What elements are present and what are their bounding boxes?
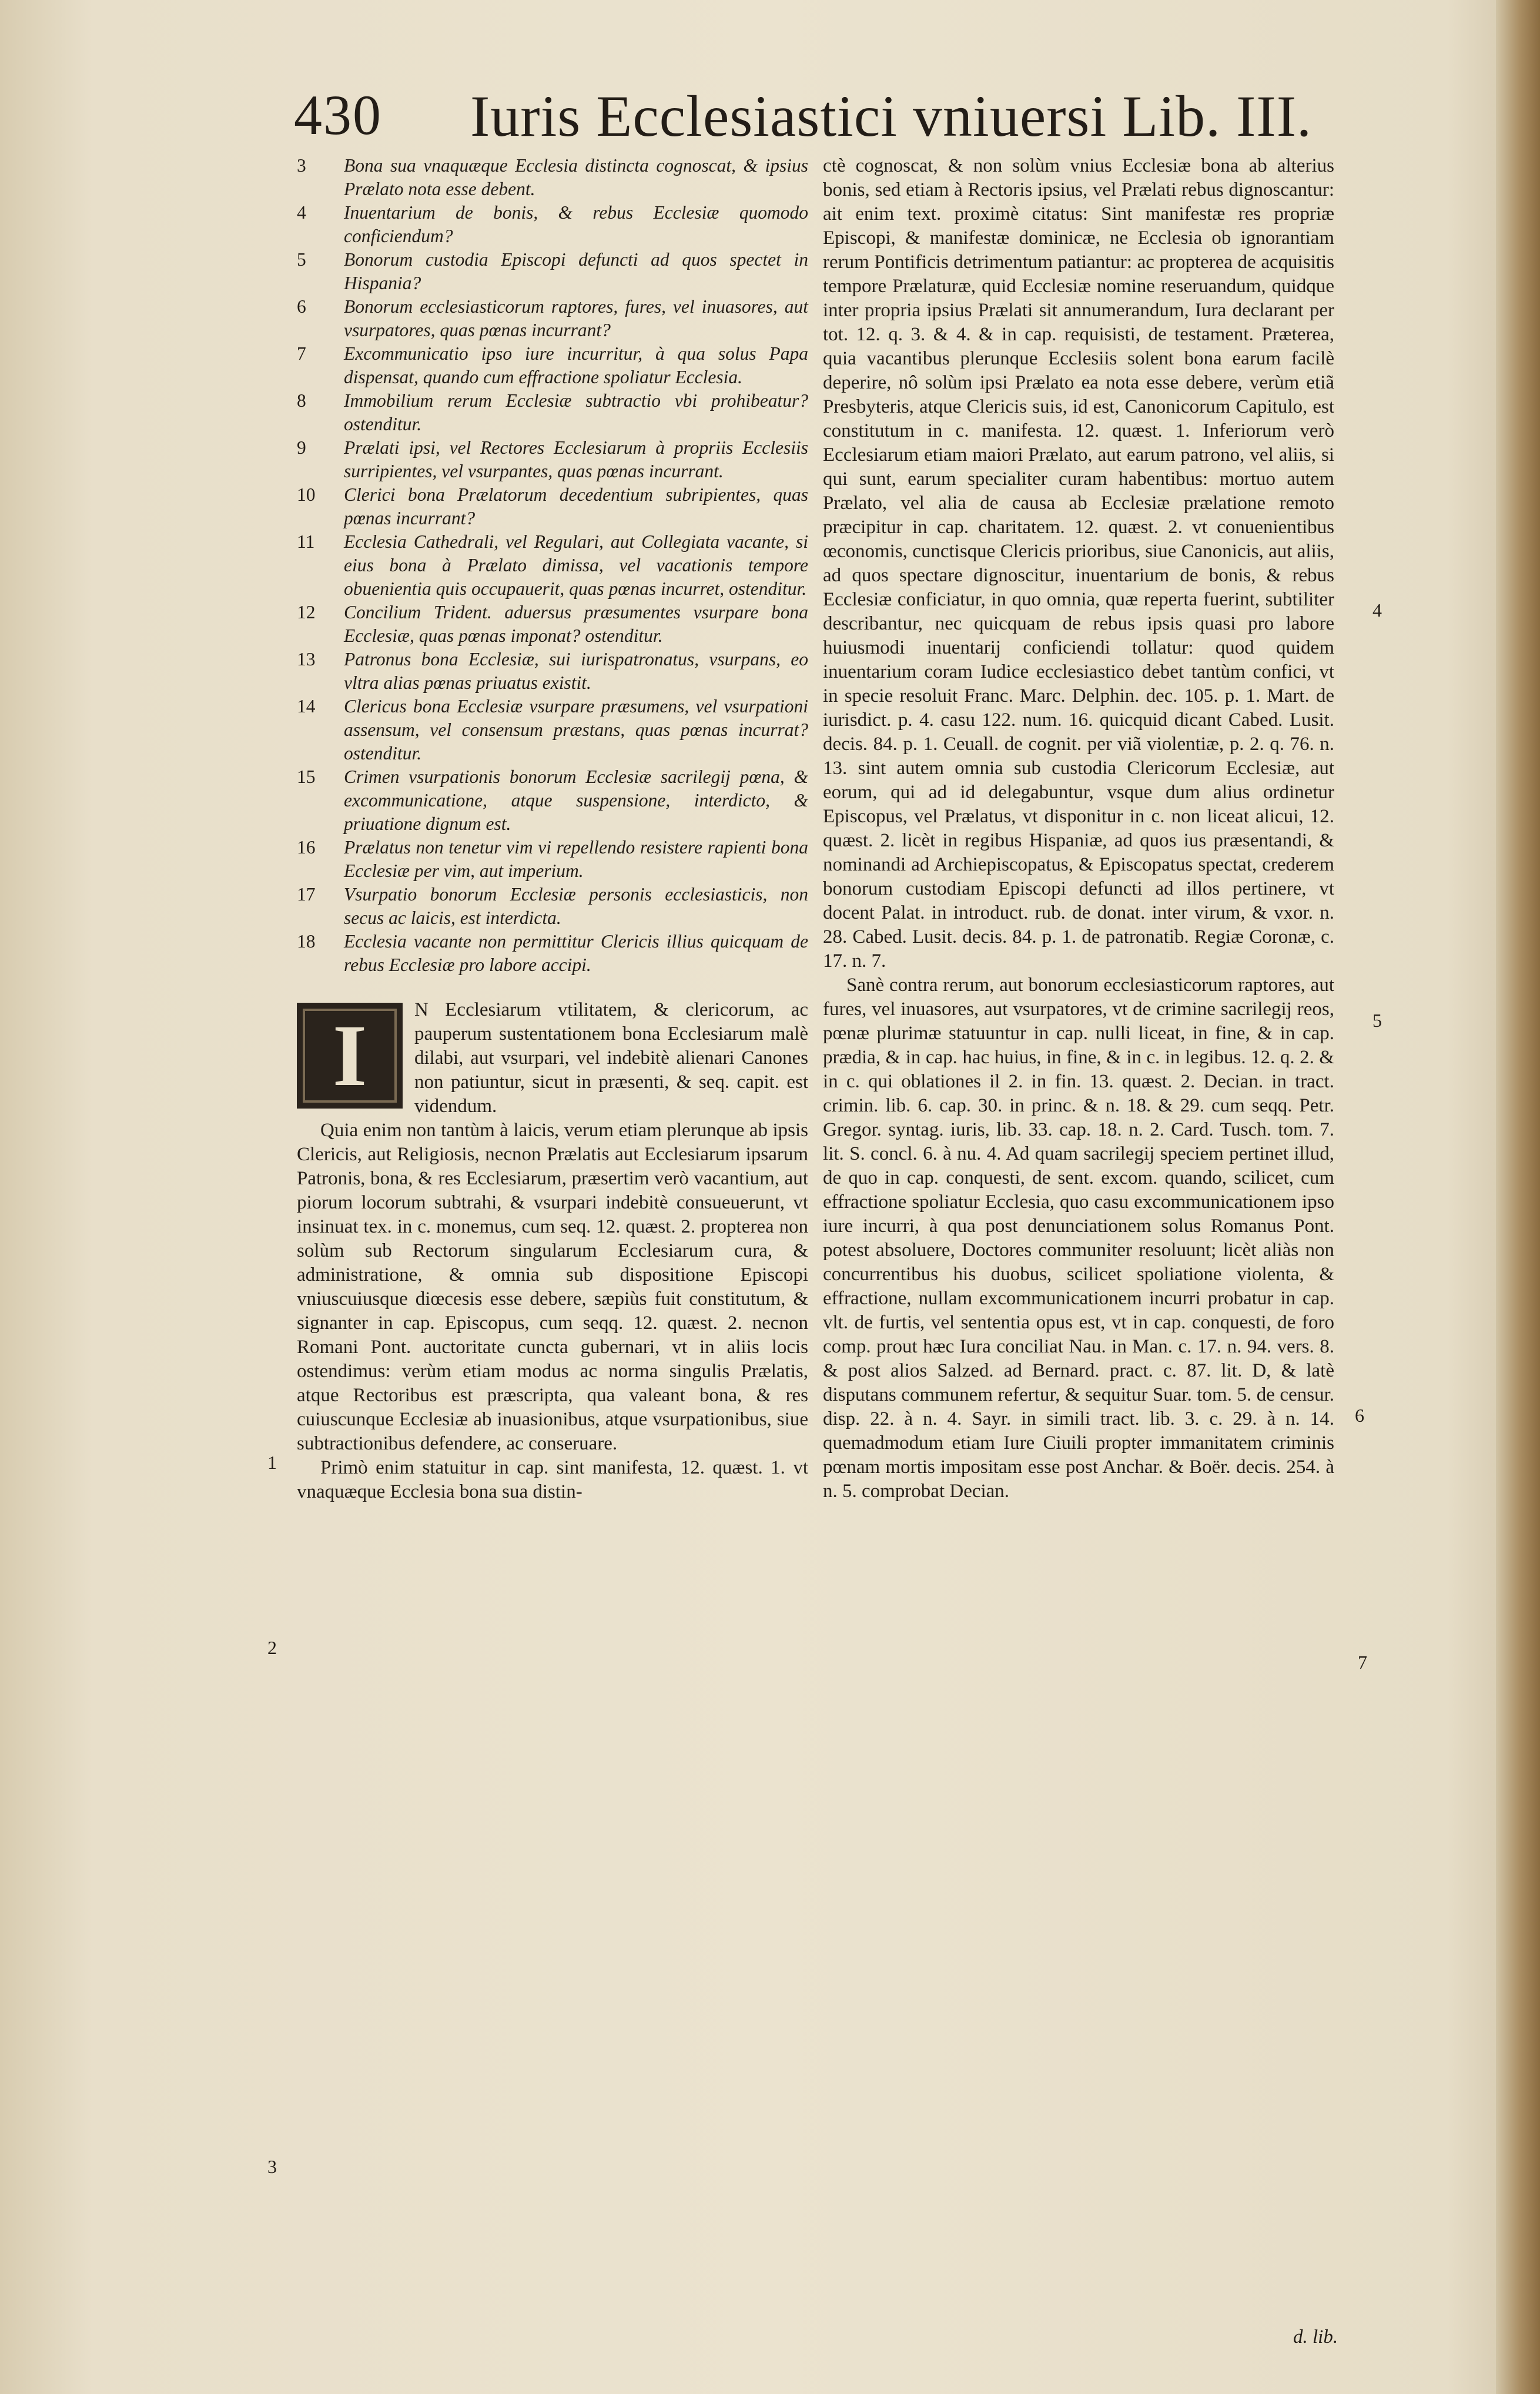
summary-text: Inuentarium de bonis, & rebus Ecclesiæ quomodo conficiendum? xyxy=(344,202,808,246)
summary-number: 11 xyxy=(297,531,315,552)
page-number: 430 xyxy=(294,83,382,146)
summary-item xyxy=(297,883,808,930)
margin-number: 1 xyxy=(267,1452,277,1473)
catchword: d. lib. xyxy=(1293,2326,1338,2348)
summary-number: 16 xyxy=(297,837,316,858)
summary-text: Excommunicatio ipso iure incurritur, à qua solus Papa dispensat, quando cum effractione spoliatur Ecclesia. xyxy=(344,343,808,387)
summary-number: 10 xyxy=(297,484,316,505)
summary-text: Concilium Trident. aduersus præsumentes vsurpare bona Ecclesiæ, quas pœnas imponat? ostenditur. xyxy=(344,602,808,646)
left-column xyxy=(297,154,808,1504)
summary-number: 14 xyxy=(297,696,316,716)
margin-number: 5 xyxy=(1372,1010,1382,1031)
body-paragraph: Quia enim non tantùm à laicis, verum etiam plerunque ab ipsis Clericis, aut Religiosis, necnon Prælatis aut Ecclesiarum ipsarum Patronis, bona, & res Ecclesiarum, præsertim verò vacantium, aut piorum locorum subtrahi, & vsurpari indebitè consueuerunt, vt insinuat tex. in c. monemus, cum seq. 12. quæst. 2. propterea non solùm sub Rectorum singularum Ecclesiarum cura, & administratione, & omnia sub dispositione Episcopi vniuscuiusque diœcesis esse debere, sæpiùs fuit constitutum, & signanter in cap. Episcopus, cum seqq. 12. quæst. 2. necnon Romani Pont. auctoritate cuncta gubernari, vt in aliis locis ostendimus: verùm etiam modus ac norma singulis Prælatis, atque Rectoribus est præscripta, qua valeant bona, & res cuiuscunque Ecclesiæ ab inuasionibus, atque vsurpationibus, siue subtractionibus defendere, ac conseruare. xyxy=(297,1120,808,1454)
summary-text: Ecclesia Cathedrali, vel Regulari, aut Collegiata vacante, si eius bona à Prælato dimissa, vel vacationis tempore obuenientia quis occupauerit, quas pœnas incurret, ostenditur. xyxy=(344,531,808,599)
summary-number: 3 xyxy=(297,155,306,176)
book-spine-shadow xyxy=(1496,0,1540,2394)
summary-number: 5 xyxy=(297,249,306,270)
summary-item xyxy=(297,695,808,765)
paragraph-text: N Ecclesiarum vtilitatem, & clericorum, ac pauperum sustentationem bona Ecclesiarum malè dilabi, aut vsurpari, vel indebitè alienari Canones non patiuntur, sicut in præsenti, & seq. capit. est videndum. xyxy=(414,999,808,1117)
summary-item xyxy=(297,248,808,295)
summary-text: Patronus bona Ecclesiæ, sui iurispatronatus, vsurpans, eo vltra alias pœnas priuatus existit. xyxy=(344,649,808,693)
summary-item xyxy=(297,154,808,201)
summary-text: Clericus bona Ecclesiæ vsurpare præsumens, vel vsurpationi assensum, vel consensum præstans, quas pœnas incurrat? ostenditur. xyxy=(344,696,808,764)
summary-number: 15 xyxy=(297,766,316,787)
margin-number: 4 xyxy=(1372,600,1382,621)
summary-text: Bonorum ecclesiasticorum raptores, fures, vel inuasores, aut vsurpatores, quas pœnas incurrant? xyxy=(344,296,808,340)
summary-text: Bonorum custodia Episcopi defuncti ad quos spectet in Hispania? xyxy=(344,249,808,293)
body-paragraph xyxy=(297,998,808,1119)
summary-number: 4 xyxy=(297,202,306,223)
summary-item xyxy=(297,930,808,977)
margin-number: 3 xyxy=(267,2156,277,2177)
summary-number: 6 xyxy=(297,296,306,317)
summary-number: 18 xyxy=(297,931,316,952)
section-gap xyxy=(297,977,808,998)
summary-text: Prælatus non tenetur vim vi repellendo resistere rapienti bona Ecclesiæ per vim, aut imperium. xyxy=(344,837,808,881)
summary-text: Crimen vsurpationis bonorum Ecclesiæ sacrilegij pœna, & excommunicatione, atque suspensione, interdicto, & priuatione dignum est. xyxy=(344,766,808,834)
summary-text: Bona sua vnaquæque Ecclesia distincta cognoscat, & ipsius Prælato nota esse debent. xyxy=(344,155,808,199)
summary-item xyxy=(297,342,808,389)
summary-item xyxy=(297,530,808,601)
body-paragraph: ctè cognoscat, & non solùm vnius Ecclesiæ bona ab alterius bonis, sed etiam à Rectoris ipsius, vel Prælati rebus dignoscantur: ait enim text. proximè citatus: Sint manifestæ res propriæ Episcopi, & manifestæ dominicæ, ne Ecclesia ob ignorantiam rerum Pontificis detrimentum patiantur: ac propterea de acquisitis tempore Prælaturæ, quid Ecclesiæ nomine reseruandum, quidque inter propria ipsius Prælati sit annumerandum, Iura declarant per tot. 12. q. 3. & 4. & in cap. requisisti, de testament. Præterea, quia vacantibus plerunque Ecclesiis solent bona earum facilè deperire, nô solùm ipsi Prælato ea nota esse debere, verùm etiã Presbyteris, atque Clericis suis, id est, Canonicorum Capitulo, est constitutum in c. manifesta. 12. quæst. 1. Inferiorum verò Ecclesiarum etiam maiori Prælato, aut earum patrono, vel aliis, si qui sunt, earum specialiter curam habentibus: mortuo autem Prælato, vel alia de causa ab Ecclesiæ prælatione remoto præcipitur in cap. charitatem. 12. quæst. 2. vt conuenientibus œconomis, cunctisque Clericis prioribus, siue Canonicis, aut aliis, ad quos spectare dignoscitur, inuentarium de bonis, & rebus Ecclesiæ conficiatur, in quo omnia, quæ reperta fuerint, subtiliter describantur, nec quicquam de rebus ipsis quasi pro labore huiusmodi inuentarij conficiendi tollatur: quod quidem inuentarium coram Iudice ecclesiastico debet tantùm confici, vt in specie resoluit Franc. Marc. Delphin. dec. 105. p. 1. Mart. de iurisdict. p. 4. casu 122. num. 16. quicquid dicant Cabed. Lusit. decis. 84. p. 1. Ceuall. de cognit. per viã violentiæ, p. 2. q. 76. n. 13. sint autem omnia sub custodia Clericorum Ecclesiæ, aut eorum, qui ad id delegabuntur, vsque dum alius ordinetur Episcopus, vel Prælatus, vt disponitur in c. non liceat alicui, 12. quæst. 2. licèt in regibus Hispaniæ, ad quos ius præsentandi, & nominandi ad Archiepiscopatus, & Episcopatus spectat, crederem bonorum custodiam Episcopi defuncti ad illos pertinere, vt docent Palat. in introduct. rub. de donat. inter virum, & vxor. n. 28. Cabed. Lusit. decis. 84. p. 1. de patronatib. Regiæ Coronæ, c. 17. n. 7. xyxy=(823,155,1334,972)
summary-number: 12 xyxy=(297,602,316,622)
summary-item xyxy=(297,201,808,248)
summary-number: 17 xyxy=(297,884,316,905)
summary-item xyxy=(297,483,808,530)
drop-cap: I xyxy=(297,1003,403,1109)
chapter-summary xyxy=(297,154,808,977)
body-paragraph: Primò enim statuitur in cap. sint manifesta, 12. quæst. 1. vt vnaquæque Ecclesia bona sua distin- xyxy=(297,1457,808,1502)
margin-number: 7 xyxy=(1358,1652,1367,1673)
body-paragraph: Sanè contra rerum, aut bonorum ecclesiasticorum raptores, aut fures, vel inuasores, aut vsurpatores, vt de crimine sacrilegij reos, pœnæ plurimæ statuuntur in cap. nulli liceat, in fine, & in cap. prædia, & in cap. hac huius, in fine, & in c. in legibus. 12. q. 2. & in c. qui oblationes il 2. in fin. 13. quæst. 2. Decian. in tract. crimin. lib. 6. cap. 30. in princ. & n. 18. & 29. cum seqq. Petr. Gregor. syntag. iuris, lib. 33. cap. 18. n. 2. Card. Tusch. tom. 7. lit. S. concl. 6. à nu. 4. Ad quam sacrilegij speciem pertinet illud, de quo in cap. conquesti, de sent. excom. quando, scilicet, cum effractione spoliatur Ecclesia, quo casu excommunicationem ipso iure incurri, à qua post denunciationem solus Romanus Pont. potest absoluere, Doctores communiter resoluunt; licèt aliàs non concurrentibus his duobus, scilicet spoliatione violenta, & effractione, nullam excommunicationem incurri probatur in cap. vlt. de furtis, vel sententia opus est, vt in cap. conquesti, de foro comp. prout hæc Iura conciliat Nau. in Man. c. 17. n. 94. vers. 8. & post alios Salzed. ad Bernard. pract. c. 87. lit. D, & latè disputans communem refertur, & sequitur Suar. tom. 5. de censur. disp. 22. à n. 4. Sayr. in simili tract. lib. 3. c. 29. à n. 14. quemadmodum etiam Iure Ciuili propter immanitatem criminis pœnam mortis impositam esse post Anchar. & Boër. decis. 254. à n. 5. comprobat Decian. xyxy=(823,975,1334,1502)
summary-number: 13 xyxy=(297,649,316,669)
summary-item xyxy=(297,436,808,483)
summary-item xyxy=(297,389,808,436)
summary-text: Ecclesia vacante non permittitur Clericis illius quicquam de rebus Ecclesiæ pro labore accipi. xyxy=(344,931,808,975)
page-header xyxy=(294,82,1352,159)
margin-number: 2 xyxy=(267,1637,277,1658)
summary-text: Vsurpatio bonorum Ecclesiæ personis ecclesiasticis, non secus ac laicis, est interdicta. xyxy=(344,884,808,928)
summary-item xyxy=(297,836,808,883)
summary-text: Clerici bona Prælatorum decedentium subripientes, quas pœnas incurrant? xyxy=(344,484,808,528)
summary-item xyxy=(297,295,808,342)
summary-item xyxy=(297,765,808,836)
summary-number: 9 xyxy=(297,437,306,458)
margin-number: 6 xyxy=(1355,1405,1364,1426)
summary-text: Immobilium rerum Ecclesiæ subtractio vbi prohibeatur? ostenditur. xyxy=(344,390,808,434)
running-title: Iuris Ecclesiastici vniuersi Lib. III. xyxy=(470,83,1312,149)
summary-item xyxy=(297,648,808,695)
right-column xyxy=(823,154,1334,1504)
summary-number: 8 xyxy=(297,390,306,411)
summary-text: Prælati ipsi, vel Rectores Ecclesiarum à propriis Ecclesiis surripientes, vel vsurpantes, quas pœnas incurrant. xyxy=(344,437,808,481)
summary-item xyxy=(297,601,808,648)
summary-number: 7 xyxy=(297,343,306,364)
